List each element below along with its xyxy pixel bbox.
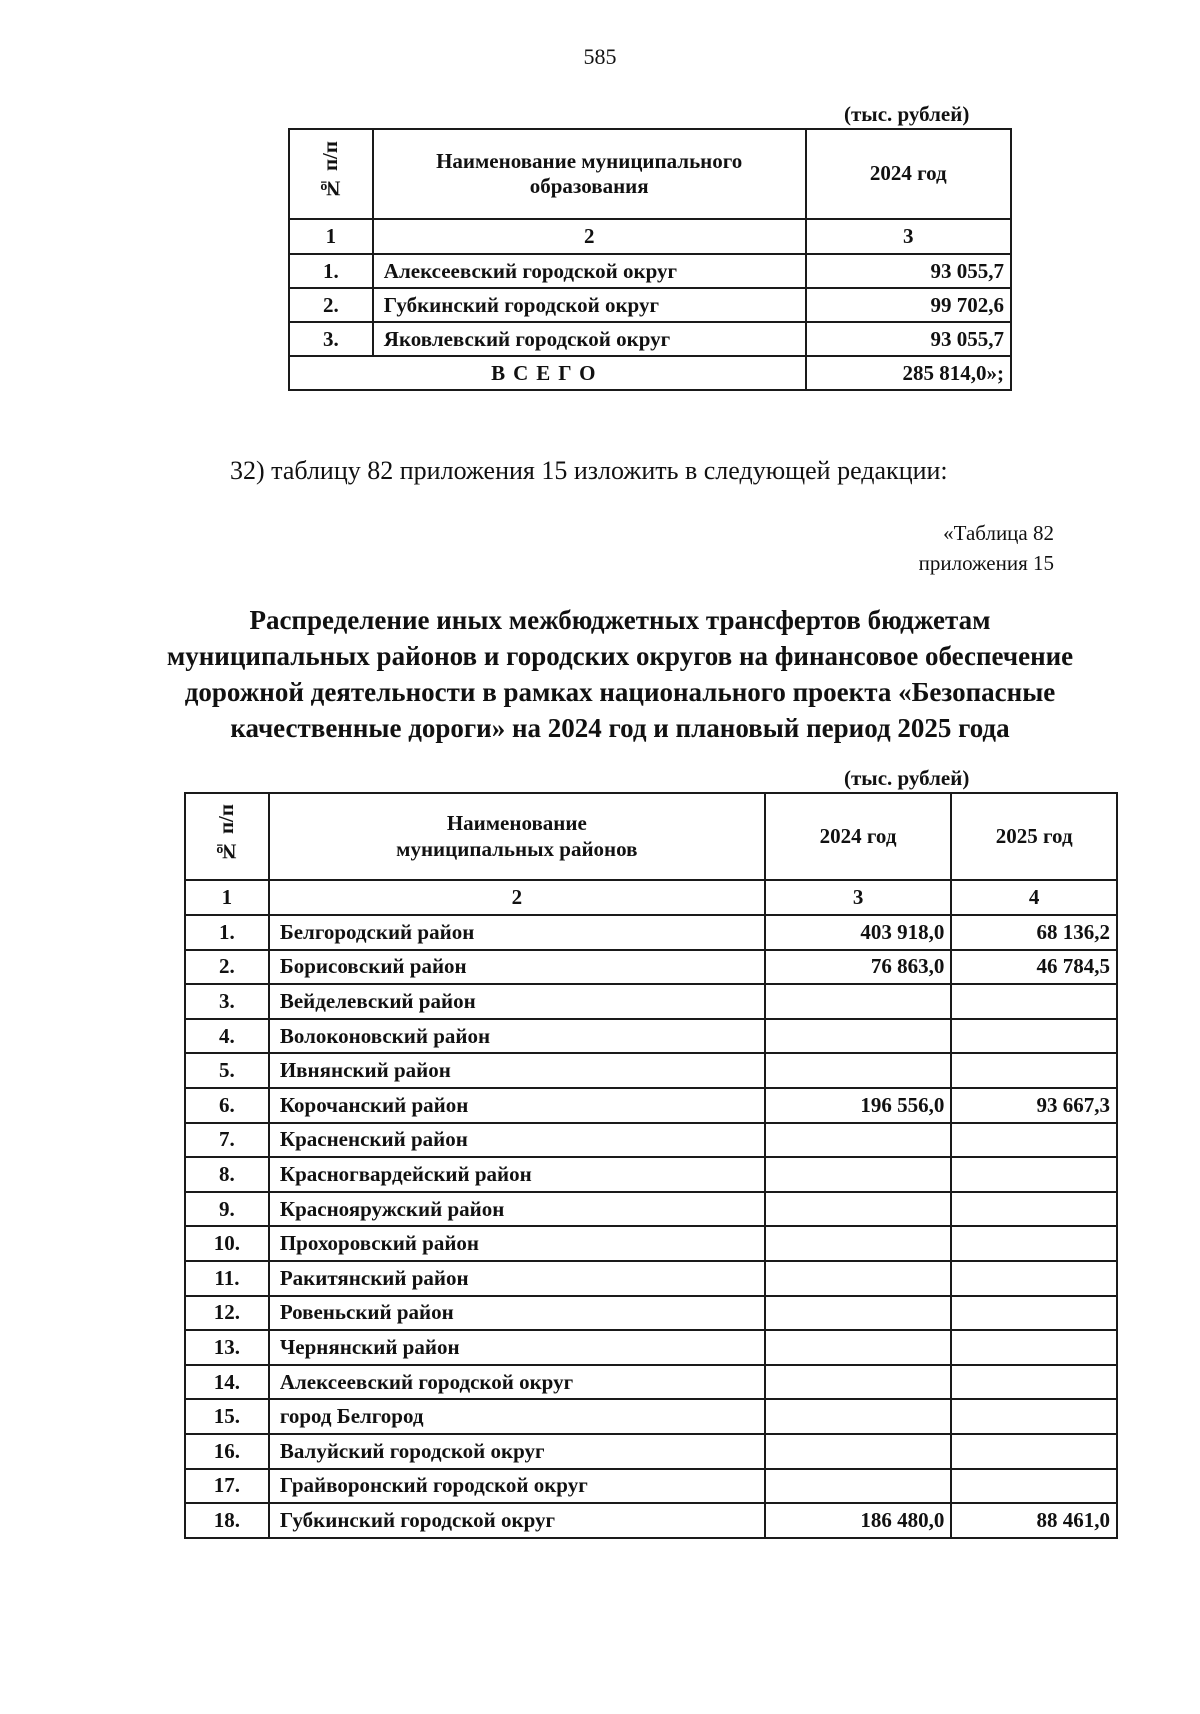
row-value-2024 [765,1019,952,1054]
table1-total-label: ВСЕГО [289,356,806,390]
table2-colnum-1: 1 [185,880,269,915]
table2-header-name [269,793,765,880]
table-row [185,1088,1117,1123]
row-value-2024: 403 918,0 [765,915,952,950]
table-row [185,1261,1117,1296]
table1-row [289,322,1011,356]
row-num: 8. [185,1157,269,1192]
row-name: Красненский район [269,1123,765,1158]
table2 [184,792,1118,1539]
table2-header-num: № п/п [185,793,269,880]
table1-total-row [289,356,1011,390]
row-num: 1. [289,254,373,288]
row-value-2025: 88 461,0 [951,1503,1117,1538]
table-row [185,984,1117,1019]
row-num: 14. [185,1365,269,1400]
intro-text: 32) таблицу 82 приложения 15 изложить в следующей редакции: [230,456,948,485]
table-row [185,1123,1117,1158]
row-num: 6. [185,1088,269,1123]
table-row [185,1469,1117,1504]
row-name: Корочанский район [269,1088,765,1123]
row-num: 18. [185,1503,269,1538]
row-name: Яковлевский городской округ [373,322,806,356]
row-value-2024 [765,984,952,1019]
table-reference-line1: «Таблица 82 [943,521,1054,545]
row-num: 17. [185,1469,269,1504]
row-num: 7. [185,1123,269,1158]
table-row [185,1296,1117,1331]
heading-line2: муниципальных районов и городских округов на финансовое обеспечение [166,641,1074,671]
table1-total-value: 285 814,0»; [806,356,1011,390]
row-value-2024 [765,1123,952,1158]
row-num: 4. [185,1019,269,1054]
row-name: Красногвардейский район [269,1157,765,1192]
row-name: Прохоровский район [269,1226,765,1261]
table-row [185,1019,1117,1054]
row-num: 9. [185,1192,269,1227]
table-row [185,1434,1117,1469]
row-name: Белгородский район [269,915,765,950]
table2-header-name-line1: Наименование [446,811,587,836]
row-value-2025: 68 136,2 [951,915,1117,950]
table-row [185,915,1117,950]
heading-line4: качественные дороги» на 2024 год и плановый период 2025 года [230,713,1010,743]
row-value-2024 [765,1261,952,1296]
row-value-2025 [951,1365,1117,1400]
table1-header-num: № п/п [289,129,373,219]
row-num: 5. [185,1053,269,1088]
row-value-2025 [951,1157,1117,1192]
row-value-2025 [951,1399,1117,1434]
row-value-2024: 196 556,0 [765,1088,952,1123]
table-row [185,1226,1117,1261]
table1-row [289,254,1011,288]
row-name: Краснояружский район [269,1192,765,1227]
row-name: Волоконовский район [269,1019,765,1054]
row-value-2024: 99 702,6 [806,288,1011,322]
table-row [185,1053,1117,1088]
row-value-2025 [951,1019,1117,1054]
table-reference [919,518,1054,578]
row-name: Вейделевский район [269,984,765,1019]
row-value-2024 [765,1365,952,1400]
row-num: 16. [185,1434,269,1469]
table2-colnum-4: 4 [951,880,1117,915]
table1-header-year: 2024 год [806,129,1011,219]
row-num: 13. [185,1330,269,1365]
heading-line3: дорожной деятельности в рамках национального проекта «Безопасные [184,677,1056,707]
row-value-2025 [951,1469,1117,1504]
row-value-2025: 93 667,3 [951,1088,1117,1123]
row-value-2024 [765,1469,952,1504]
row-value-2024: 76 863,0 [765,950,952,985]
table-row [185,1192,1117,1227]
row-num: 3. [289,322,373,356]
row-value-2025 [951,1123,1117,1158]
row-name: Борисовский район [269,950,765,985]
row-value-2025 [951,1261,1117,1296]
row-num: 10. [185,1226,269,1261]
table-row [185,1157,1117,1192]
table-row [185,950,1117,985]
table-reference-line2: приложения 15 [918,551,1054,575]
row-num: 2. [289,288,373,322]
table1-units: (тыс. рублей) [844,102,970,126]
table1-colnum-1: 1 [289,219,373,254]
row-value-2025 [951,1192,1117,1227]
row-name: Грайворонский городской округ [269,1469,765,1504]
row-value-2025 [951,1053,1117,1088]
row-num: 15. [185,1399,269,1434]
page-number: 585 [583,44,617,69]
heading-line1: Распределение иных межбюджетных трансфертов бюджетам [249,605,991,635]
table2-header-2025: 2025 год [951,793,1117,880]
row-name: Губкинский городской округ [373,288,806,322]
row-name: город Белгород [269,1399,765,1434]
row-num: 1. [185,915,269,950]
table-heading [120,602,1120,746]
table1-header-name: Наименование муниципального образования [373,129,806,219]
row-value-2024: 93 055,7 [806,254,1011,288]
table-row [185,1399,1117,1434]
row-name: Алексеевский городской округ [373,254,806,288]
table2-units: (тыс. рублей) [844,766,970,790]
row-value-2024 [765,1434,952,1469]
row-value-2025 [951,1330,1117,1365]
table2-header-2024: 2024 год [765,793,952,880]
table-row [185,1503,1117,1538]
row-name: Ивнянский район [269,1053,765,1088]
table-row [185,1365,1117,1400]
table1-colnum-3: 3 [806,219,1011,254]
row-name: Чернянский район [269,1330,765,1365]
row-name: Ровеньский район [269,1296,765,1331]
table2-colnum-3: 3 [765,880,952,915]
row-name: Алексеевский городской округ [269,1365,765,1400]
row-value-2024 [765,1330,952,1365]
table-row [185,1330,1117,1365]
row-value-2024 [765,1157,952,1192]
row-num: 12. [185,1296,269,1331]
row-num: 3. [185,984,269,1019]
row-value-2025 [951,1226,1117,1261]
row-value-2024 [765,1296,952,1331]
row-value-2025 [951,984,1117,1019]
row-value-2024 [765,1399,952,1434]
table2-colnum-2: 2 [269,880,765,915]
row-value-2025: 46 784,5 [951,950,1117,985]
row-value-2024 [765,1226,952,1261]
table2-header-name-line2: муниципальных районов [396,836,638,861]
row-num: 2. [185,950,269,985]
row-value-2024: 186 480,0 [765,1503,952,1538]
row-value-2025 [951,1434,1117,1469]
row-value-2024 [765,1053,952,1088]
table1-row [289,288,1011,322]
row-name: Ракитянский район [269,1261,765,1296]
row-value-2024: 93 055,7 [806,322,1011,356]
row-num: 11. [185,1261,269,1296]
table1 [288,128,1012,391]
row-value-2024 [765,1192,952,1227]
row-name: Губкинский городской округ [269,1503,765,1538]
row-name: Валуйский городской округ [269,1434,765,1469]
table1-colnum-2: 2 [373,219,806,254]
row-value-2025 [951,1296,1117,1331]
